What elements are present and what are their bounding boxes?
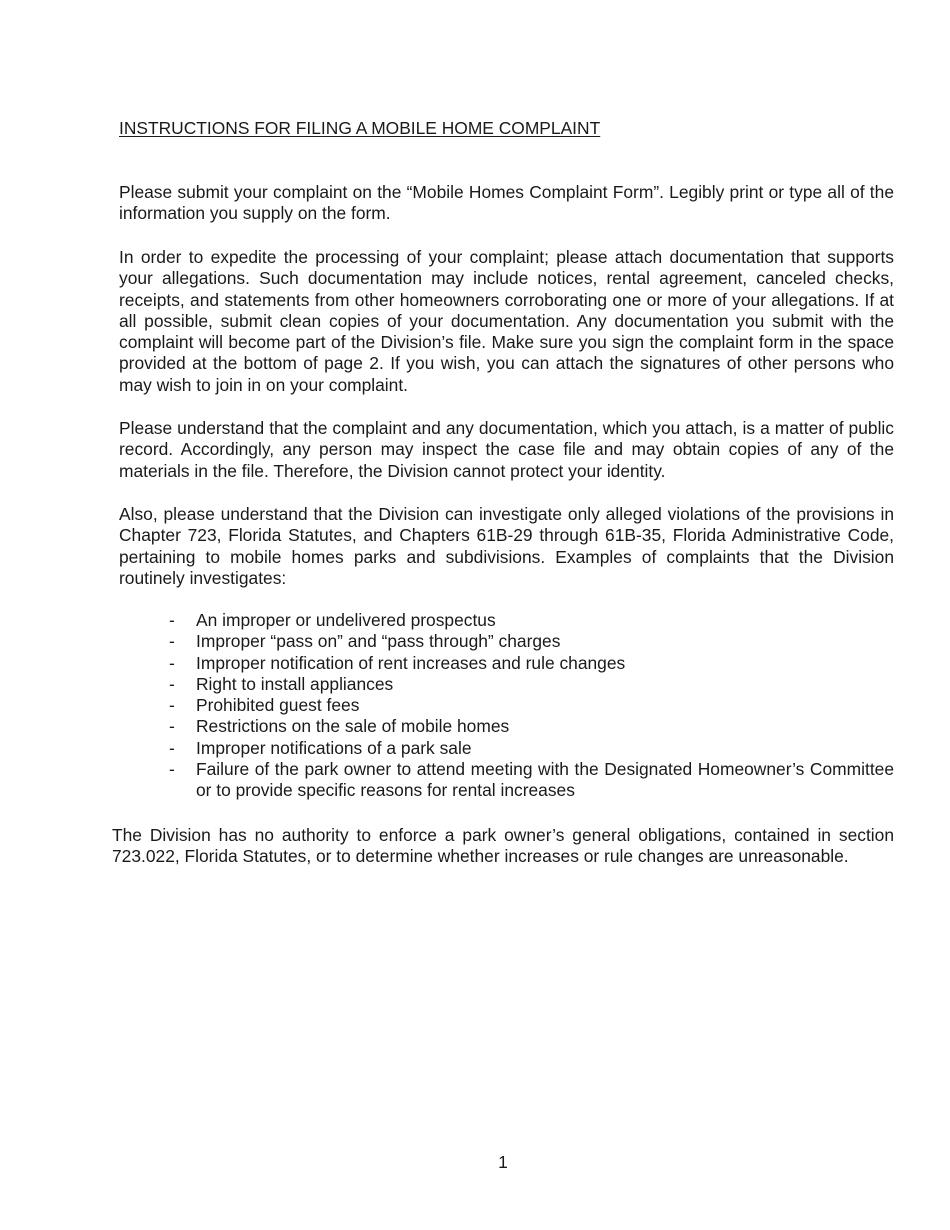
document-title: INSTRUCTIONS FOR FILING A MOBILE HOME COMPLAINT bbox=[119, 118, 601, 138]
paragraph-public-record: Please understand that the complaint and any documentation, which you attach, is a matter of public record. Accordingly, any person may inspect the case file and may obtain copies of any of the materials in the file. Therefore, the Division cannot protect your identity. bbox=[119, 418, 894, 481]
list-item bbox=[119, 631, 894, 652]
list-item-text: Restrictions on the sale of mobile homes bbox=[196, 716, 510, 737]
paragraph-submit-form: Please submit your complaint on the “Mobile Homes Complaint Form”. Legibly print or type all of the information you supply on the form. bbox=[119, 182, 894, 224]
paragraph-documentation: In order to expedite the processing of your complaint; please attach documentation that supports your allegations. Such documentation may include notices, rental agreement, canceled checks, receipts, and statements from other homeowners corroborating one or more of your allegations. If at all possible, submit clean copies of your documentation. Any documentation you submit with the complaint will become part of the Division’s file. Make sure you sign the complaint form in the space provided at the bottom of page 2. If you wish, you can attach the signatures of other persons who may wish to join in on your complaint. bbox=[119, 247, 894, 395]
list-item bbox=[119, 738, 894, 759]
list-item-text: Prohibited guest fees bbox=[196, 695, 360, 716]
list-item bbox=[119, 674, 894, 695]
bullet-dash: - bbox=[169, 652, 175, 673]
list-item bbox=[119, 653, 894, 674]
bullet-dash: - bbox=[169, 610, 175, 630]
bullet-dash: - bbox=[169, 673, 175, 694]
bullet-dash: - bbox=[169, 759, 175, 780]
page-number: 1 bbox=[498, 1152, 508, 1172]
list-item-text: Improper “pass on” and “pass through” charges bbox=[196, 631, 561, 652]
list-item-text: Improper notification of rent increases and rule changes bbox=[196, 652, 626, 673]
bullet-dash: - bbox=[169, 716, 175, 737]
list-item-text: An improper or undelivered prospectus bbox=[196, 610, 496, 630]
list-item bbox=[119, 695, 894, 716]
list-item-text: Right to install appliances bbox=[196, 673, 394, 694]
list-item-text: Failure of the park owner to attend meeting with the Designated Homeowner’s Committee or to provide specific reasons for rental increases bbox=[196, 759, 894, 801]
bullet-dash: - bbox=[169, 695, 175, 716]
list-item bbox=[119, 716, 894, 737]
paragraph-jurisdiction: Also, please understand that the Division can investigate only alleged violations of the provisions in Chapter 723, Florida Statutes, and Chapters 61B-29 through 61B-35, Florida Administrative Code, pertaining to mobile homes parks and subdivisions. Examples of complaints that the Division routinely investigates: bbox=[119, 504, 894, 588]
bullet-dash: - bbox=[169, 631, 175, 652]
complaint-examples-list bbox=[119, 610, 894, 802]
list-item bbox=[119, 759, 894, 802]
bullet-dash: - bbox=[169, 737, 175, 758]
list-item-text: Improper notifications of a park sale bbox=[196, 737, 472, 758]
list-item bbox=[119, 610, 894, 631]
paragraph-no-authority: The Division has no authority to enforce a park owner’s general obligations, contained in section 723.022, Florida Statutes, or to determine whether increases or rule changes are unreasonable. bbox=[112, 825, 894, 867]
